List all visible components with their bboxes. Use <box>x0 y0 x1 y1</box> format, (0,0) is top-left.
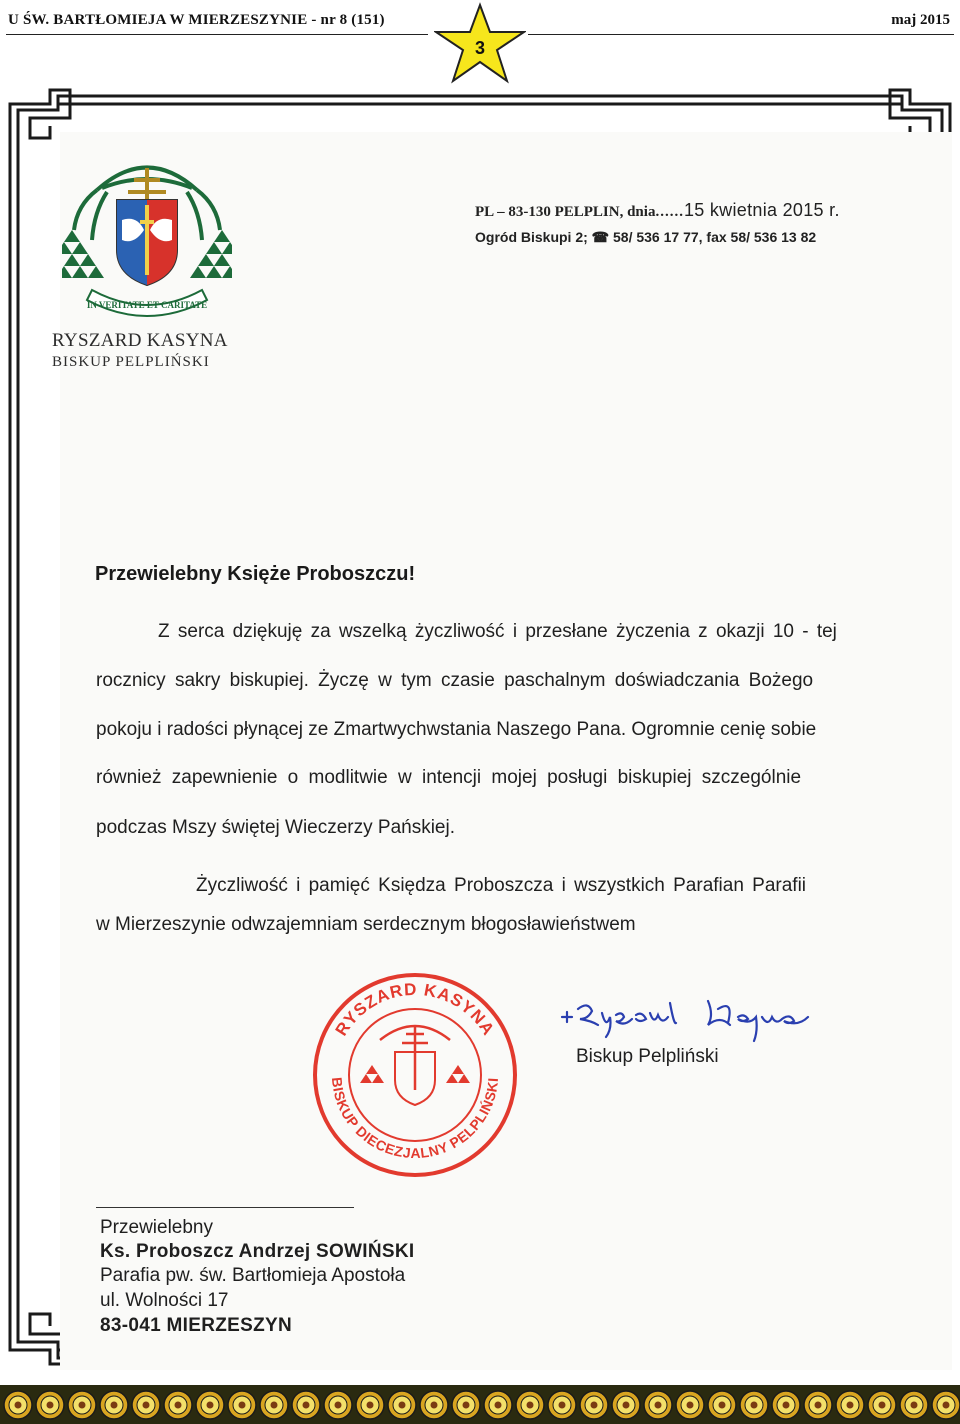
issue-date: maj 2015 <box>891 12 950 28</box>
stamp-bottom-text: BISKUP DIECEZJALNY PELPLIŃSKI <box>328 1076 501 1162</box>
official-stamp <box>310 970 520 1180</box>
recipient-rule <box>96 1207 354 1208</box>
ornament-tile <box>292 1391 320 1419</box>
address-line-1: PL – 83-130 PELPLIN, dnia......15 kwietnia 2015 r. <box>475 200 840 220</box>
coat-of-arms <box>62 150 232 320</box>
ornament-tile <box>516 1391 544 1419</box>
ornament-tile <box>420 1391 448 1419</box>
ornament-tile <box>932 1391 960 1419</box>
recipient-line-4: ul. Wolności 17 <box>100 1290 229 1311</box>
letter-line-7: w Mierzeszynie odwzajemniam serdecznym błogosławieństwem <box>96 914 636 935</box>
ornamental-border <box>0 1385 960 1424</box>
ornament-tile <box>164 1391 192 1419</box>
letter-line-1: Z serca dziękuję za wszelką życzliwość i przesłane życzenia z okazji 10 - tej <box>158 621 837 642</box>
letter-line-6: Życzliwość i pamięć Księdza Proboszcza i wszystkich Parafian Parafii <box>196 875 807 896</box>
signature-title: Biskup Pelpliński <box>576 1046 719 1067</box>
letter-line-3: pokoju i radości płynącej ze Zmartwychwstania Naszego Pana. Ogromnie cenię sobie <box>96 719 817 740</box>
ornament-tile <box>836 1391 864 1419</box>
ornament-tile <box>484 1391 512 1419</box>
motto-text: IN VERITATE ET CARITATE <box>86 300 208 310</box>
ornament-tile <box>4 1391 32 1419</box>
ornament-tile <box>676 1391 704 1419</box>
ornament-tile <box>772 1391 800 1419</box>
ornament-tile <box>548 1391 576 1419</box>
letter-date: 15 kwietnia 2015 r. <box>683 200 840 220</box>
letter-line-5: podczas Mszy świętej Wieczerzy Pańskiej. <box>96 817 455 838</box>
ornament-tile <box>644 1391 672 1419</box>
ornament-tile <box>68 1391 96 1419</box>
ornament-tile <box>452 1391 480 1419</box>
ornament-tile <box>740 1391 768 1419</box>
recipient-line-3: Parafia pw. św. Bartłomieja Apostoła <box>100 1265 406 1286</box>
ornament-tile <box>388 1391 416 1419</box>
ornament-tile <box>708 1391 736 1419</box>
ornament-tile <box>612 1391 640 1419</box>
letter-line-4: również zapewnienie o modlitwie w intencji mojej posługi biskupiej szczególnie <box>96 767 802 788</box>
ornament-tile <box>228 1391 256 1419</box>
stamp-top-text: RYSZARD KASYNA <box>331 979 499 1040</box>
ornament-tile <box>36 1391 64 1419</box>
address-prefix: PL – 83-130 PELPLIN, dnia <box>475 204 656 220</box>
ornament-tile <box>132 1391 160 1419</box>
ornament-tile <box>196 1391 224 1419</box>
ornament-tile <box>804 1391 832 1419</box>
ornament-tile <box>868 1391 896 1419</box>
recipient-line-5: 83-041 MIERZESZYN <box>100 1315 292 1336</box>
ornament-tile <box>324 1391 352 1419</box>
ornament-tile <box>900 1391 928 1419</box>
recipient-line-1: Przewielebny <box>100 1217 213 1238</box>
ornament-tile <box>356 1391 384 1419</box>
bishop-name: RYSZARD KASYNA <box>52 330 228 351</box>
letter-line-2: rocznicy sakry biskupiej. Życzę w tym czasie paschalnym doświadczania Bożego <box>96 670 814 691</box>
stamp-cross-icon <box>380 1025 450 1105</box>
salutation: Przewielebny Księże Proboszczu! <box>95 563 416 585</box>
address-line-2: Ogród Biskupi 2; ☎ 58/ 536 17 77, fax 58/ 536 13 82 <box>475 229 817 245</box>
ornament-tile <box>100 1391 128 1419</box>
header-rule-left <box>6 34 428 35</box>
publication-title: U ŚW. BARTŁOMIEJA W MIERZESZYNIE - nr 8 (151) <box>8 12 385 28</box>
handwritten-signature <box>558 995 818 1045</box>
page-number: 3 <box>474 38 486 58</box>
bishop-title: BISKUP PELPLIŃSKI <box>52 354 210 370</box>
ornament-tile <box>260 1391 288 1419</box>
header-rule-right <box>528 34 954 35</box>
recipient-line-2: Ks. Proboszcz Andrzej SOWIŃSKI <box>100 1241 415 1262</box>
ornament-tile <box>580 1391 608 1419</box>
